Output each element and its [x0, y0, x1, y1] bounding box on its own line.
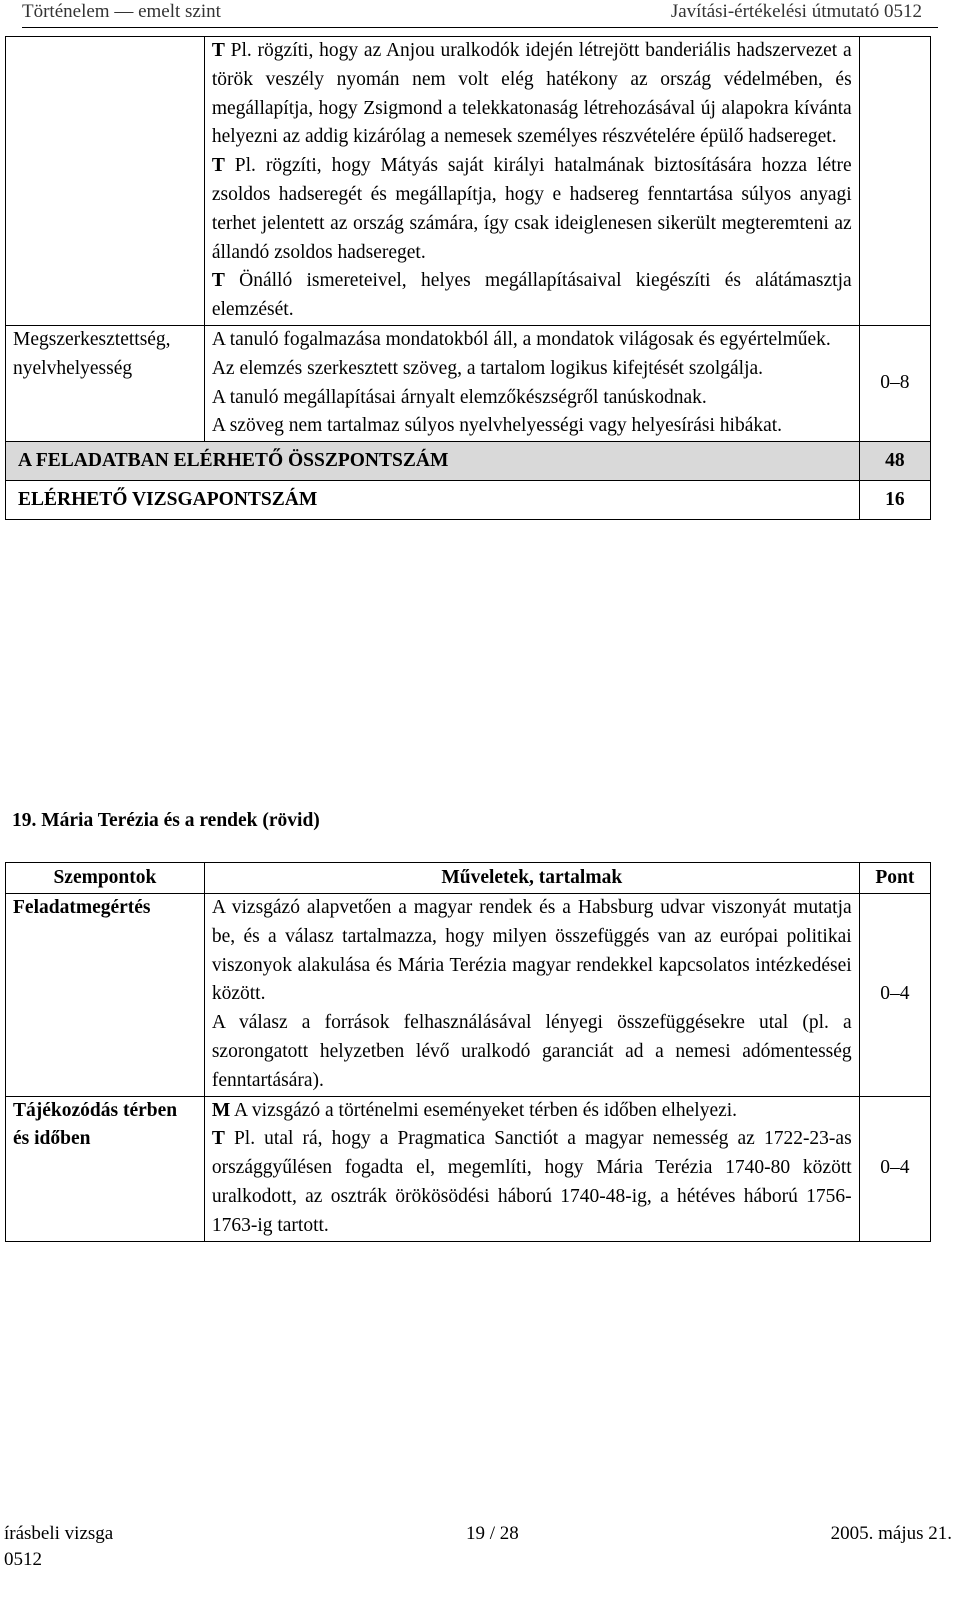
sum-row [6, 481, 931, 520]
criterion-marker: M [211, 1099, 231, 1121]
scoring-table-19 [5, 862, 931, 1242]
footer-code: 0512 [4, 1549, 42, 1570]
aspect-label: Megszerkesztettség, nyelvhelyesség [13, 328, 171, 379]
criterion-marker: T [211, 40, 225, 61]
content-paragraph: A válasz a források felhasználásával lényegi összefüggésekre utal (pl. a szorongatott helyzetben lévő uralkodó garanciát ad a nemesi adómentesség fenntartására). [211, 1012, 852, 1091]
content-line: A szöveg nem tartalmaz súlyos nyelvhelyességi vagy helyesírási hibákat. [211, 415, 783, 437]
content-line: Az elemzés szerkesztett szöveg, a tartalom logikus kifejtését szolgálja. [211, 357, 764, 379]
total-points-value: 48 [859, 442, 930, 481]
content-cell [204, 37, 859, 326]
table-row [6, 1096, 931, 1241]
paragraph-text: Pl. rögzíti, hogy az Anjou uralkodók idején létrejött banderiális hadszervezet a török veszély nyomán nem volt elég hatékony az ország védelmében, és megállapítja, hogy Zsigmond a telekkatonaság létrehozásával új alapokra kívánta helyezni az addig kizárólag a nemesek személyes részvételére épülő hadsereget. [211, 40, 852, 148]
header-contents: Műveletek, tartalmak [204, 863, 859, 894]
aspect-cell [6, 894, 205, 1097]
paragraph-text: Pl. utal rá, hogy a Pragmatica Sanctiót a magyar nemesség az 1722-23-as országgyűlésen fogadta el, megemlíti, hogy Mária Terézia 1740-80 között uralkodott, az osztrák örökösödési háború 1740-48-ig, a hétéves háború 1756-1763-ig tartott. [211, 1128, 852, 1236]
content-line: A tanuló megállapításai árnyalt elemzőkészségről tanúskodnak. [211, 386, 707, 408]
paragraph-text: Önálló ismereteivel, helyes megállapításaival kiegészíti és alátámasztja elemzését. [211, 270, 852, 321]
content-cell [204, 894, 859, 1097]
points-cell: 0–4 [859, 894, 930, 1097]
content-line: A tanuló fogalmazása mondatokból áll, a mondatok világosak és egyértelműek. [211, 328, 831, 350]
criterion-marker: T [211, 270, 225, 292]
table-row [6, 37, 931, 326]
content-cell [204, 1096, 859, 1241]
table-header-row [6, 863, 931, 894]
paragraph-text: A vizsgázó a történelmi eseményeket térben és időben elhelyezi. [230, 1099, 738, 1121]
aspect-cell [6, 1096, 205, 1241]
content-paragraph [212, 1097, 852, 1126]
header-points: Pont [859, 863, 930, 894]
total-points-label: A FELADATBAN ELÉRHETŐ ÖSSZPONTSZÁM [6, 442, 860, 481]
footer-page-number: 19 / 28 [466, 1523, 519, 1544]
content-cell [204, 325, 859, 441]
footer-date: 2005. május 21. [830, 1523, 952, 1544]
points-cell-empty [859, 37, 930, 326]
exam-points-label: ELÉRHETŐ VIZSGAPONTSZÁM [6, 481, 860, 520]
content-paragraph [212, 152, 852, 267]
header-rule [22, 27, 938, 28]
aspect-label: Feladatmegértés [13, 897, 151, 918]
paragraph-text: Pl. rögzíti, hogy Mátyás saját királyi hatalmának biztosítására hozza létre zsoldos hadseregét és megállapítja, hogy e hadsereg fenntartása súlyos anyagi terhet jelentett az ország számára, így csak ideiglenesen sikerült megteremteni az állandó zsoldos hadsereget. [211, 155, 852, 263]
content-paragraph [212, 1125, 852, 1240]
header-subject: Történelem — emelt szint [22, 1, 221, 22]
exam-points-value: 16 [859, 481, 930, 520]
content-paragraph: A vizsgázó alapvetően a magyar rendek és a Habsburg udvar viszonyát mutatja be, és a válasz tartalmazza, hogy milyen összefüggés van az európai politikai viszonyok alakulása és Mária Terézia magyar rendekkel kapcsolatos intézkedései között. [211, 897, 852, 1005]
header-aspects: Szempontok [6, 863, 205, 894]
scoring-table-18 [5, 36, 931, 520]
criterion-marker: T [211, 1128, 225, 1150]
sum-row [6, 442, 931, 481]
content-paragraph [212, 267, 852, 325]
table-row [6, 325, 931, 441]
aspect-label: Tájékozódás térben és időben [13, 1099, 178, 1150]
table-row [6, 894, 931, 1097]
points-cell: 0–4 [859, 1096, 930, 1241]
page-header [0, 0, 960, 26]
section-title: 19. Mária Terézia és a rendek (rövid) [12, 810, 320, 831]
aspect-cell-empty [6, 37, 205, 326]
aspect-cell [6, 325, 205, 441]
footer-exam-type: írásbeli vizsga [4, 1523, 114, 1544]
points-cell: 0–8 [859, 325, 930, 441]
header-guide-title: Javítási-értékelési útmutató 0512 [670, 1, 922, 22]
content-paragraph [212, 37, 852, 152]
criterion-marker: T [211, 155, 225, 177]
